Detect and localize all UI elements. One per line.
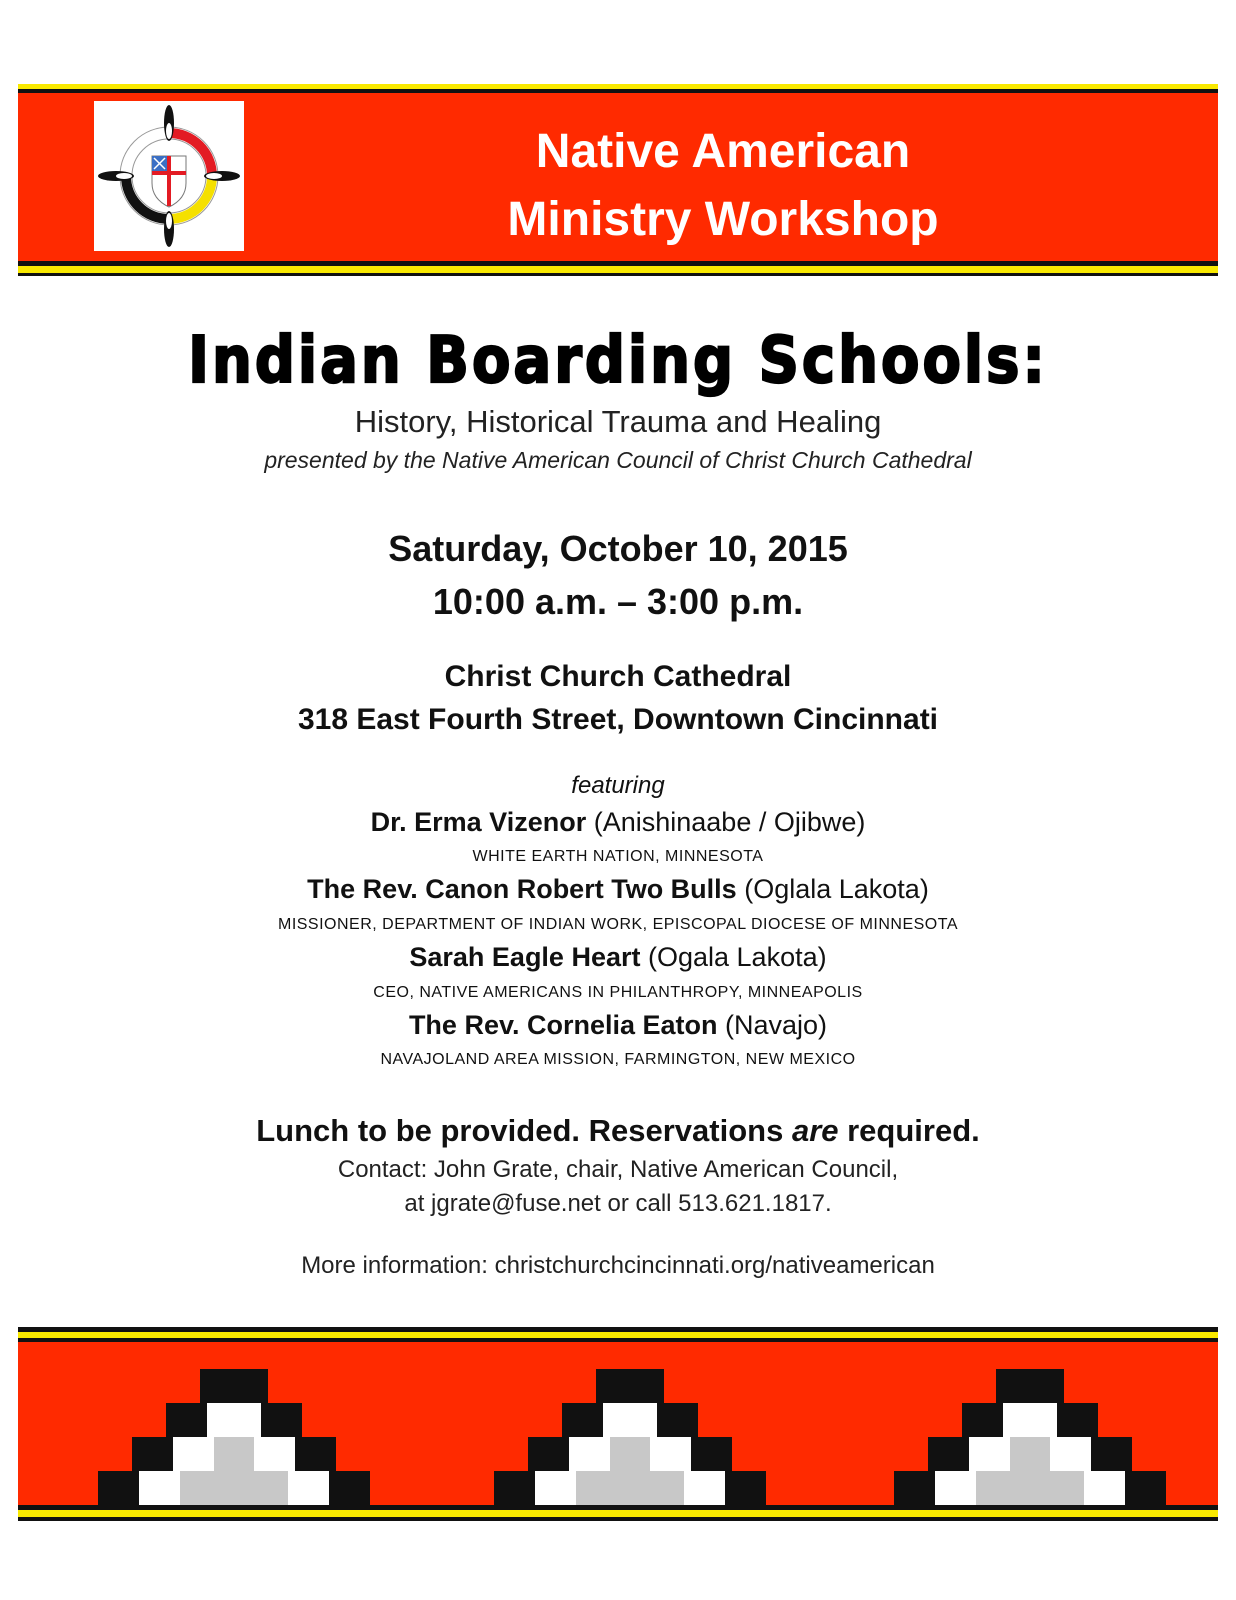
lunch-notice bbox=[0, 1113, 1236, 1149]
speaker-affiliation: WHITE EARTH NATION, MINNESOTA bbox=[472, 848, 764, 865]
speaker-affiliation: CEO, NATIVE AMERICANS IN PHILANTHROPY, MINNEAPOLIS bbox=[373, 984, 863, 1001]
speaker-nation: (Ogala Lakota) bbox=[648, 942, 827, 972]
speaker-name-line bbox=[0, 807, 1236, 838]
banner-title-line-2: Ministry Workshop bbox=[507, 193, 939, 246]
featuring-label: featuring bbox=[571, 772, 665, 799]
speaker-affiliation: MISSIONER, DEPARTMENT OF INDIAN WORK, EPISCOPAL DIOCESE OF MINNESOTA bbox=[277, 916, 958, 933]
event-presenter: presented by the Native American Council of Christ Church Cathedral bbox=[264, 447, 972, 473]
banner-title-line-1: Native American bbox=[535, 125, 911, 178]
lunch-text: Lunch to be provided. Reservations bbox=[256, 1113, 792, 1148]
speaker-nation: (Oglala Lakota) bbox=[744, 874, 929, 904]
speaker-name: Dr. Erma Vizenor bbox=[370, 807, 587, 837]
speaker-name: Sarah Eagle Heart bbox=[409, 942, 641, 972]
event-subtitle: History, Historical Trauma and Healing bbox=[354, 404, 882, 439]
event-time: 10:00 a.m. – 3:00 p.m. bbox=[432, 581, 804, 622]
lunch-emphasis: are bbox=[791, 1113, 839, 1148]
step-pattern-banner bbox=[18, 1327, 1218, 1521]
speaker-name-line bbox=[0, 1010, 1236, 1041]
more-info-link[interactable]: More information: christchurchcincinnati.org/nativeamerican bbox=[301, 1252, 935, 1279]
episcopal-medicine-wheel-logo-icon bbox=[94, 101, 244, 251]
event-date: Saturday, October 10, 2015 bbox=[388, 528, 848, 569]
contact-line-1: Contact: John Grate, chair, Native American Council, bbox=[337, 1156, 899, 1183]
speaker-nation: (Navajo) bbox=[725, 1010, 828, 1040]
speaker-name-line bbox=[0, 942, 1236, 973]
top-banner bbox=[18, 84, 1218, 276]
lunch-text-end: required. bbox=[838, 1113, 980, 1148]
speaker-affiliation: NAVAJOLAND AREA MISSION, FARMINGTON, NEW MEXICO bbox=[380, 1051, 856, 1068]
speaker-name-line bbox=[0, 874, 1236, 905]
speaker-name: The Rev. Cornelia Eaton bbox=[408, 1010, 718, 1040]
event-heading: Indian Boarding Schools: bbox=[188, 323, 1048, 398]
contact-line-2: at jgrate@fuse.net or call 513.621.1817. bbox=[404, 1190, 832, 1217]
speaker-name: The Rev. Canon Robert Two Bulls bbox=[307, 874, 737, 904]
banner-title bbox=[298, 118, 1218, 254]
bottom-banner bbox=[18, 1327, 1218, 1521]
speaker-nation: (Anishinaabe / Ojibwe) bbox=[593, 807, 866, 837]
event-address: 318 East Fourth Street, Downtown Cincinnati bbox=[297, 703, 939, 736]
event-venue: Christ Church Cathedral bbox=[444, 660, 792, 693]
